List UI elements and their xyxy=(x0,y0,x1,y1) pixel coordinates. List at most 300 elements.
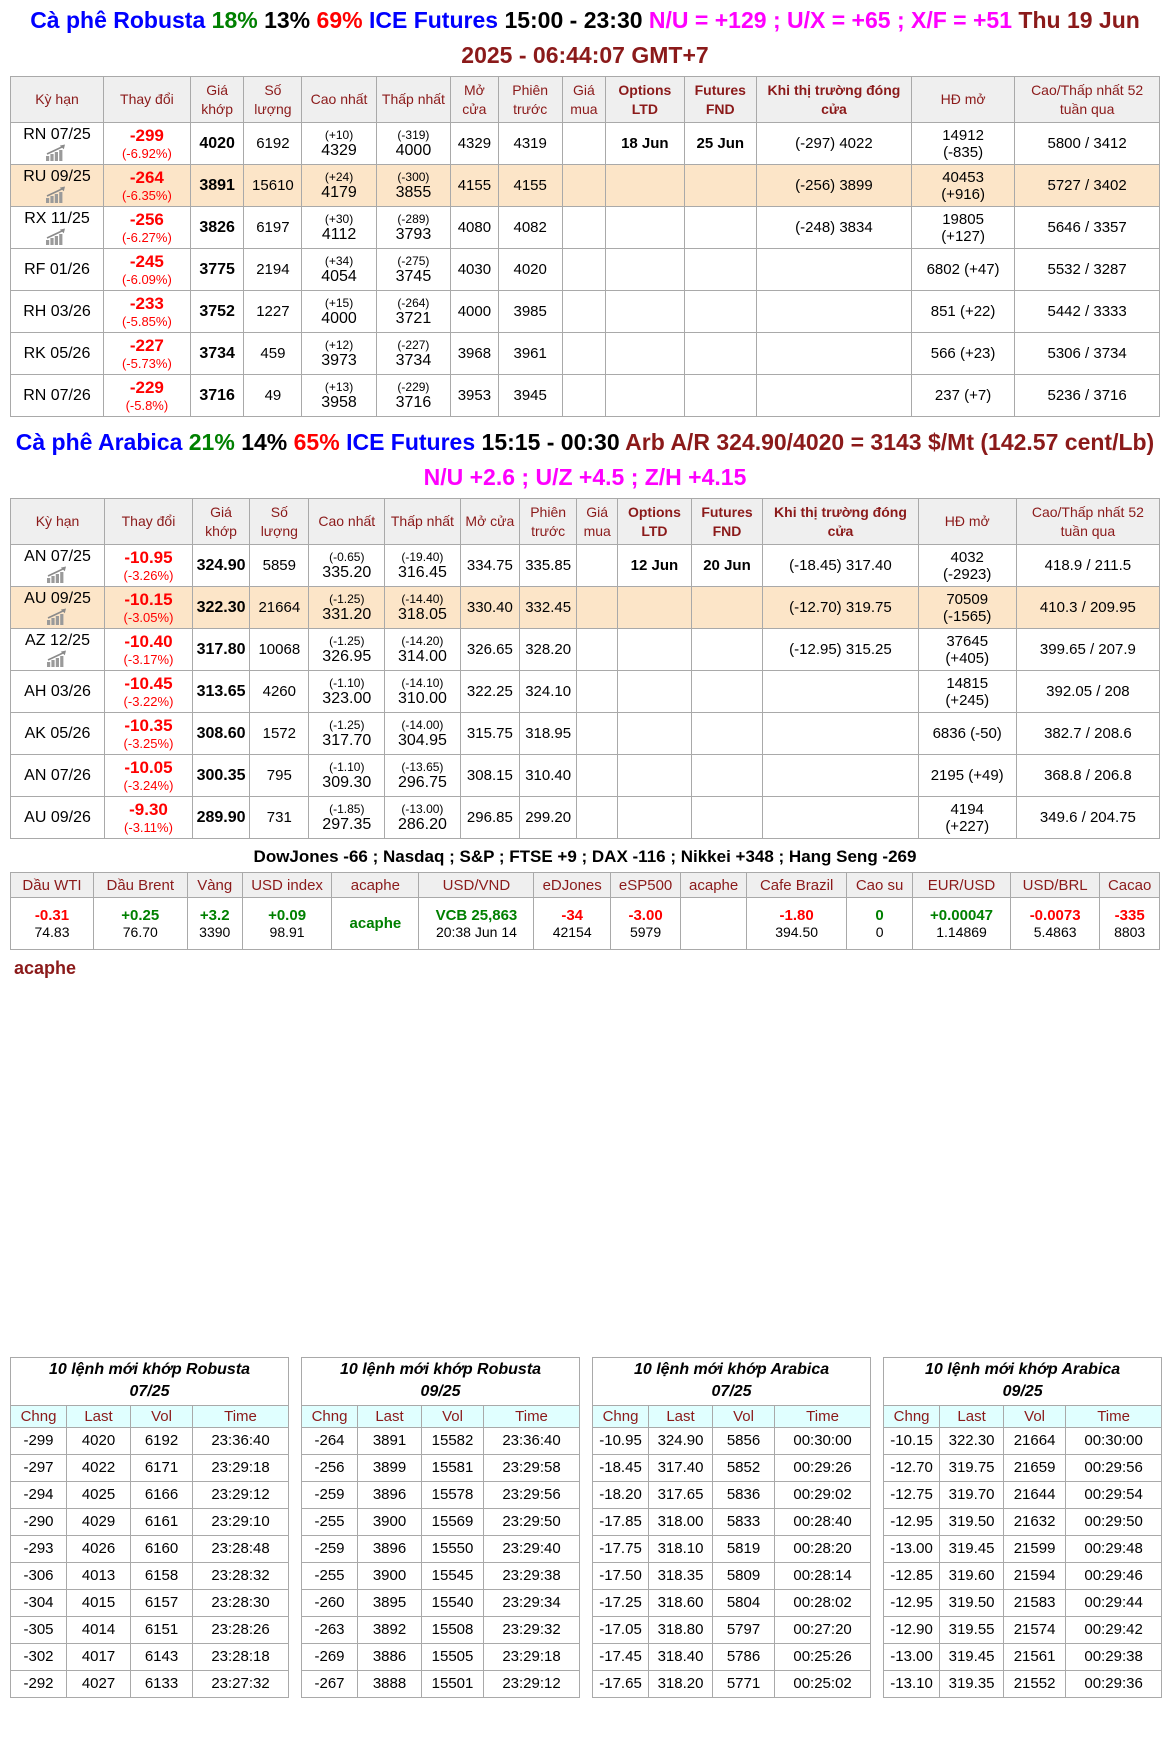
order-row xyxy=(593,1670,871,1697)
high-diff: (+30) xyxy=(324,211,354,226)
vol-cell: 21552 xyxy=(1004,1670,1066,1697)
low-cell xyxy=(385,671,461,713)
chng-cell: -263 xyxy=(302,1616,358,1643)
last-cell: 4017 xyxy=(67,1643,131,1670)
high-value: 317.70 xyxy=(322,731,372,749)
market-value: 5.4863 xyxy=(1033,924,1077,940)
open-cell: 4030 xyxy=(451,249,499,291)
order-column-header: Last xyxy=(358,1405,422,1427)
vol-cell: 21561 xyxy=(1004,1643,1066,1670)
last-cell: 319.60 xyxy=(940,1562,1004,1589)
last-cell: 324.90 xyxy=(649,1427,713,1454)
order-row xyxy=(593,1481,871,1508)
column-header: Cao nhất xyxy=(309,499,385,545)
prev-session-cell: 3985 xyxy=(498,291,562,333)
low-value: 310.00 xyxy=(397,689,447,707)
order-row xyxy=(593,1427,871,1454)
change-value: -256 xyxy=(129,210,164,229)
order-header-row xyxy=(11,1405,289,1427)
open-cell: 4329 xyxy=(451,123,499,165)
order-title xyxy=(884,1358,1162,1406)
time-cell: 00:30:00 xyxy=(775,1427,871,1454)
open-interest-cell xyxy=(911,249,1014,291)
change-value: -10.45 xyxy=(124,674,173,693)
prev-session-cell: 324.10 xyxy=(520,671,577,713)
last-cell: 4013 xyxy=(67,1562,131,1589)
vol-cell: 5836 xyxy=(713,1481,775,1508)
arabica-title: Cà phê Arabica xyxy=(15,429,183,455)
week52-cell: 5646 / 3357 xyxy=(1015,207,1160,249)
bid-cell xyxy=(577,713,618,755)
chng-cell: -12.85 xyxy=(884,1562,940,1589)
futures-fnd-cell xyxy=(684,333,756,375)
order-column-header: Vol xyxy=(1004,1405,1066,1427)
time-cell: 23:29:10 xyxy=(193,1508,289,1535)
contract-cell xyxy=(11,207,104,249)
week52-cell: 5236 / 3716 xyxy=(1015,375,1160,417)
week52-cell: 368.8 / 206.8 xyxy=(1016,755,1159,797)
low-diff: (-289) xyxy=(397,211,430,226)
time-cell: 23:29:56 xyxy=(484,1481,580,1508)
week52-cell: 410.3 / 209.95 xyxy=(1016,587,1159,629)
chng-cell: -17.85 xyxy=(593,1508,649,1535)
market-value: 74.83 xyxy=(34,924,70,940)
market-close-cell xyxy=(763,755,918,797)
market-column-header: Dầu Brent xyxy=(93,873,187,898)
open-interest-value: 6802 (+47) xyxy=(926,261,1000,278)
high-cell xyxy=(302,249,376,291)
futures-fnd-cell xyxy=(691,713,763,755)
time-cell: 23:29:38 xyxy=(484,1562,580,1589)
market-cell xyxy=(419,898,534,950)
last-cell: 318.00 xyxy=(649,1508,713,1535)
column-header: Giá khớp xyxy=(190,77,244,123)
volume-cell: 795 xyxy=(250,755,309,797)
contract-label: RF 01/26 xyxy=(24,260,90,278)
prev-session-cell: 4319 xyxy=(498,123,562,165)
time-cell: 23:29:32 xyxy=(484,1616,580,1643)
futures-header-row xyxy=(11,77,1160,123)
order-title xyxy=(593,1358,871,1406)
column-header: HĐ mở xyxy=(911,77,1014,123)
chng-cell: -17.45 xyxy=(593,1643,649,1670)
change-cell xyxy=(103,375,190,417)
order-row xyxy=(302,1670,580,1697)
chng-cell: -10.15 xyxy=(884,1427,940,1454)
order-row xyxy=(302,1643,580,1670)
market-close-cell: (-248) 3834 xyxy=(756,207,911,249)
chng-cell: -304 xyxy=(11,1589,67,1616)
volume-cell: 6197 xyxy=(244,207,302,249)
time-cell: 00:25:02 xyxy=(775,1670,871,1697)
time-cell: 00:28:02 xyxy=(775,1589,871,1616)
options-ltd-cell: 18 Jun xyxy=(606,123,685,165)
change-value: -10.35 xyxy=(124,716,173,735)
order-title-row xyxy=(884,1358,1162,1406)
open-interest-value: 4032 xyxy=(950,548,984,566)
last-cell: 319.55 xyxy=(940,1616,1004,1643)
last-cell: 319.50 xyxy=(940,1508,1004,1535)
change-percent: (-3.25%) xyxy=(123,736,174,751)
market-value: 76.70 xyxy=(122,924,158,940)
market-column-header: Cao su xyxy=(847,873,913,898)
price-cell: 3826 xyxy=(190,207,244,249)
market-value: 3390 xyxy=(199,924,231,940)
high-cell xyxy=(302,333,376,375)
contract-cell xyxy=(11,165,104,207)
open-interest-change: (+916) xyxy=(941,185,985,203)
time-cell: 00:29:26 xyxy=(775,1454,871,1481)
column-header: Thấp nhất xyxy=(385,499,461,545)
market-close-cell xyxy=(763,797,918,839)
change-cell xyxy=(103,291,190,333)
low-cell xyxy=(385,713,461,755)
order-column-header: Chng xyxy=(884,1405,940,1427)
futures-row xyxy=(11,545,1160,587)
open-interest-change: (+127) xyxy=(941,227,985,245)
change-cell xyxy=(105,713,193,755)
order-row xyxy=(11,1535,289,1562)
contract-cell xyxy=(11,587,105,629)
low-cell xyxy=(376,165,450,207)
last-cell: 3895 xyxy=(358,1589,422,1616)
open-interest-change: (+405) xyxy=(945,649,990,667)
market-close-cell: (-12.70) 319.75 xyxy=(763,587,918,629)
order-row xyxy=(11,1562,289,1589)
column-header: Cao/Thấp nhất 52 tuần qua xyxy=(1015,77,1160,123)
low-diff: (-319) xyxy=(397,127,430,142)
low-value: 4000 xyxy=(395,141,432,159)
chng-cell: -17.50 xyxy=(593,1562,649,1589)
last-cell: 318.60 xyxy=(649,1589,713,1616)
contract-label: AU 09/25 xyxy=(24,590,91,607)
chng-cell: -17.25 xyxy=(593,1589,649,1616)
volume-cell: 6192 xyxy=(244,123,302,165)
column-header: Phiên trước xyxy=(520,499,577,545)
change-percent: (-6.27%) xyxy=(121,230,172,245)
prev-session-cell: 335.85 xyxy=(520,545,577,587)
last-cell: 319.70 xyxy=(940,1481,1004,1508)
change-percent: (-5.8%) xyxy=(125,398,169,413)
open-interest-cell xyxy=(911,291,1014,333)
chng-cell: -293 xyxy=(11,1535,67,1562)
time-cell: 00:29:48 xyxy=(1066,1535,1162,1562)
column-header: Số lượng xyxy=(250,499,309,545)
last-cell: 3888 xyxy=(358,1670,422,1697)
high-cell xyxy=(309,797,385,839)
change-value: -233 xyxy=(129,294,164,313)
contract-label: AK 05/26 xyxy=(24,724,91,742)
last-cell: 318.35 xyxy=(649,1562,713,1589)
arabica-table-head xyxy=(11,499,1160,545)
volume-cell: 1572 xyxy=(250,713,309,755)
futures-row xyxy=(11,333,1160,375)
contract-cell xyxy=(11,249,104,291)
futures-fnd-cell xyxy=(684,375,756,417)
change-percent: (-3.26%) xyxy=(123,568,174,583)
order-header-row xyxy=(593,1405,871,1427)
volume-cell: 1227 xyxy=(244,291,302,333)
column-header: Giá khớp xyxy=(192,499,249,545)
vol-cell: 5852 xyxy=(713,1454,775,1481)
time-cell: 23:29:34 xyxy=(484,1589,580,1616)
last-cell: 4014 xyxy=(67,1616,131,1643)
vol-cell: 21659 xyxy=(1004,1454,1066,1481)
order-column-header: Chng xyxy=(302,1405,358,1427)
open-interest-value: 37645 xyxy=(946,632,989,650)
contract-cell xyxy=(11,545,105,587)
chng-cell: -13.00 xyxy=(884,1535,940,1562)
open-interest-value: 6836 (-50) xyxy=(932,725,1002,742)
high-cell xyxy=(302,207,376,249)
order-row xyxy=(302,1481,580,1508)
bid-cell xyxy=(577,797,618,839)
column-header: Thay đổi xyxy=(103,77,190,123)
low-value: 3734 xyxy=(395,351,432,369)
price-cell: 4020 xyxy=(190,123,244,165)
high-diff: (-1.10) xyxy=(329,759,365,774)
market-change: -34 xyxy=(561,907,584,924)
time-cell: 00:29:38 xyxy=(1066,1643,1162,1670)
open-cell: 4155 xyxy=(451,165,499,207)
market-indices-table xyxy=(10,872,1160,950)
low-cell xyxy=(376,123,450,165)
futures-row xyxy=(11,755,1160,797)
market-cell xyxy=(681,898,747,950)
low-diff: (-275) xyxy=(397,253,430,268)
robusta-pct-red: 69% xyxy=(316,7,363,33)
options-ltd-cell xyxy=(606,333,685,375)
contract-label: RN 07/25 xyxy=(23,126,91,143)
prev-session-cell: 328.20 xyxy=(520,629,577,671)
column-header: Giá mua xyxy=(577,499,618,545)
market-value: 98.91 xyxy=(269,924,305,940)
change-percent: (-3.17%) xyxy=(123,652,174,667)
vol-cell: 6157 xyxy=(131,1589,193,1616)
vol-cell: 15540 xyxy=(422,1589,484,1616)
market-value: 0 xyxy=(875,924,884,940)
change-percent: (-3.11%) xyxy=(124,820,173,835)
chng-cell: -12.95 xyxy=(884,1508,940,1535)
prev-session-cell: 299.20 xyxy=(520,797,577,839)
acaphe-label: acaphe xyxy=(14,958,77,978)
high-cell xyxy=(309,671,385,713)
time-cell: 00:28:14 xyxy=(775,1562,871,1589)
prev-session-cell: 4082 xyxy=(498,207,562,249)
market-column-header: acaphe xyxy=(332,873,419,898)
bid-cell xyxy=(577,545,618,587)
open-interest-value: 14815 xyxy=(946,674,989,692)
low-cell xyxy=(376,375,450,417)
change-percent: (-6.09%) xyxy=(121,272,172,287)
open-cell: 315.75 xyxy=(460,713,519,755)
high-value: 297.35 xyxy=(322,815,372,833)
prev-session-cell: 4020 xyxy=(498,249,562,291)
high-diff: (-1.85) xyxy=(329,801,365,816)
market-column-header: eDJones xyxy=(534,873,611,898)
order-table xyxy=(301,1357,580,1698)
change-cell xyxy=(105,797,193,839)
chart-icon[interactable] xyxy=(13,228,101,245)
chng-cell: -13.00 xyxy=(884,1643,940,1670)
chart-icon[interactable] xyxy=(13,144,101,161)
low-value: 3721 xyxy=(395,309,432,327)
market-close-cell: (-12.95) 315.25 xyxy=(763,629,918,671)
chng-cell: -302 xyxy=(11,1643,67,1670)
time-cell: 00:29:50 xyxy=(1066,1508,1162,1535)
time-cell: 00:29:54 xyxy=(1066,1481,1162,1508)
order-row xyxy=(11,1643,289,1670)
arabica-futures-table xyxy=(10,498,1160,839)
high-value: 326.95 xyxy=(322,647,372,665)
low-cell xyxy=(385,587,461,629)
time-cell: 00:29:42 xyxy=(1066,1616,1162,1643)
vol-cell: 15501 xyxy=(422,1670,484,1697)
low-value: 3855 xyxy=(395,183,432,201)
contract-label: AN 07/25 xyxy=(24,548,91,565)
last-cell: 3891 xyxy=(358,1427,422,1454)
low-diff: (-14.40) xyxy=(401,591,444,606)
order-row xyxy=(11,1481,289,1508)
open-cell: 322.25 xyxy=(460,671,519,713)
market-change: -3.00 xyxy=(628,907,663,924)
market-value: 42154 xyxy=(552,924,592,940)
order-title-row xyxy=(593,1358,871,1406)
contract-label: AN 07/26 xyxy=(24,766,91,784)
high-diff: (+15) xyxy=(324,295,354,310)
bid-cell xyxy=(562,165,605,207)
week52-cell: 5727 / 3402 xyxy=(1015,165,1160,207)
vol-cell: 5797 xyxy=(713,1616,775,1643)
column-header: Cao/Thấp nhất 52 tuần qua xyxy=(1016,499,1159,545)
low-diff: (-227) xyxy=(397,337,430,352)
last-cell: 318.20 xyxy=(649,1670,713,1697)
robusta-title: Cà phê Robusta xyxy=(30,7,206,33)
change-cell xyxy=(103,123,190,165)
contract-label: RN 07/26 xyxy=(23,386,91,404)
robusta-table-head xyxy=(11,77,1160,123)
arabica-table-body xyxy=(11,545,1160,839)
high-value: 3958 xyxy=(321,393,357,411)
column-header: Phiên trước xyxy=(498,77,562,123)
time-cell: 00:29:46 xyxy=(1066,1562,1162,1589)
last-cell: 4022 xyxy=(67,1454,131,1481)
order-column-header: Time xyxy=(484,1405,580,1427)
week52-cell: 382.7 / 208.6 xyxy=(1016,713,1159,755)
low-diff: (-14.10) xyxy=(401,675,444,690)
time-cell: 00:28:40 xyxy=(775,1508,871,1535)
world-indices-line: DowJones -66 ; Nasdaq ; S&P ; FTSE +9 ; DAX -116 ; Nikkei +348 ; Hang Seng -269 xyxy=(253,847,917,866)
arabica-spreads: N/U +2.6 ; U/Z +4.5 ; Z/H +4.15 xyxy=(423,463,747,490)
change-value: -10.95 xyxy=(124,548,173,567)
change-percent: (-6.92%) xyxy=(121,146,172,161)
robusta-pct-green: 18% xyxy=(211,7,258,33)
low-diff: (-14.00) xyxy=(401,717,444,732)
vol-cell: 6161 xyxy=(131,1508,193,1535)
chng-cell: -13.10 xyxy=(884,1670,940,1697)
vol-cell: 21664 xyxy=(1004,1427,1066,1454)
column-header: Cao nhất xyxy=(302,77,376,123)
volume-cell: 10068 xyxy=(250,629,309,671)
market-cell xyxy=(913,898,1011,950)
last-cell: 317.65 xyxy=(649,1481,713,1508)
chng-cell: -290 xyxy=(11,1508,67,1535)
market-cell xyxy=(187,898,242,950)
chng-cell: -260 xyxy=(302,1589,358,1616)
high-cell xyxy=(309,755,385,797)
change-value: -227 xyxy=(129,336,164,355)
chng-cell: -292 xyxy=(11,1670,67,1697)
vol-cell: 6160 xyxy=(131,1535,193,1562)
chng-cell: -294 xyxy=(11,1481,67,1508)
market-cell xyxy=(11,898,94,950)
column-header: Thấp nhất xyxy=(376,77,450,123)
change-value: -264 xyxy=(129,168,164,187)
chart-icon[interactable] xyxy=(13,650,102,667)
contract-cell xyxy=(11,713,105,755)
price-cell: 308.60 xyxy=(192,713,249,755)
low-diff: (-13.00) xyxy=(401,801,444,816)
vol-cell: 6133 xyxy=(131,1670,193,1697)
open-interest-value: 19805 xyxy=(942,210,984,228)
chart-icon[interactable] xyxy=(13,608,102,625)
time-cell: 00:25:26 xyxy=(775,1643,871,1670)
chng-cell: -297 xyxy=(11,1454,67,1481)
time-cell: 00:27:20 xyxy=(775,1616,871,1643)
order-title-text: 10 lệnh mới khớp Robusta xyxy=(48,1361,251,1378)
low-cell xyxy=(385,797,461,839)
bid-cell xyxy=(577,671,618,713)
options-ltd-cell xyxy=(606,249,685,291)
vol-cell: 6158 xyxy=(131,1562,193,1589)
vol-cell: 6171 xyxy=(131,1454,193,1481)
order-row xyxy=(884,1562,1162,1589)
order-title-text: 10 lệnh mới khớp Robusta xyxy=(339,1361,542,1378)
chng-cell: -18.20 xyxy=(593,1481,649,1508)
futures-row xyxy=(11,291,1160,333)
open-interest-cell xyxy=(918,797,1016,839)
chng-cell: -256 xyxy=(302,1454,358,1481)
volume-cell: 49 xyxy=(244,375,302,417)
market-cell xyxy=(534,898,611,950)
order-row xyxy=(884,1508,1162,1535)
low-value: 316.45 xyxy=(397,563,447,581)
bid-cell xyxy=(577,755,618,797)
open-interest-cell xyxy=(918,713,1016,755)
chart-icon[interactable] xyxy=(13,566,102,583)
order-row xyxy=(11,1616,289,1643)
market-column-header: USD/BRL xyxy=(1010,873,1099,898)
chart-icon[interactable] xyxy=(13,186,101,203)
open-interest-change: (+245) xyxy=(945,691,990,709)
time-cell: 00:29:56 xyxy=(1066,1454,1162,1481)
bid-cell xyxy=(577,587,618,629)
vol-cell: 6143 xyxy=(131,1643,193,1670)
open-interest-value: 70509 xyxy=(946,590,989,608)
time-cell: 23:29:18 xyxy=(193,1454,289,1481)
open-interest-cell xyxy=(911,207,1014,249)
high-value: 335.20 xyxy=(322,563,372,581)
market-change: 0 xyxy=(875,907,884,924)
column-header: Khi thị trường đóng cửa xyxy=(763,499,918,545)
market-value: 1.14869 xyxy=(936,924,987,940)
contract-label: RH 03/26 xyxy=(23,302,91,320)
options-ltd-cell xyxy=(618,713,692,755)
time-cell: 23:28:30 xyxy=(193,1589,289,1616)
time-cell: 23:29:18 xyxy=(484,1643,580,1670)
vol-cell: 21574 xyxy=(1004,1616,1066,1643)
robusta-futures-table xyxy=(10,76,1160,417)
